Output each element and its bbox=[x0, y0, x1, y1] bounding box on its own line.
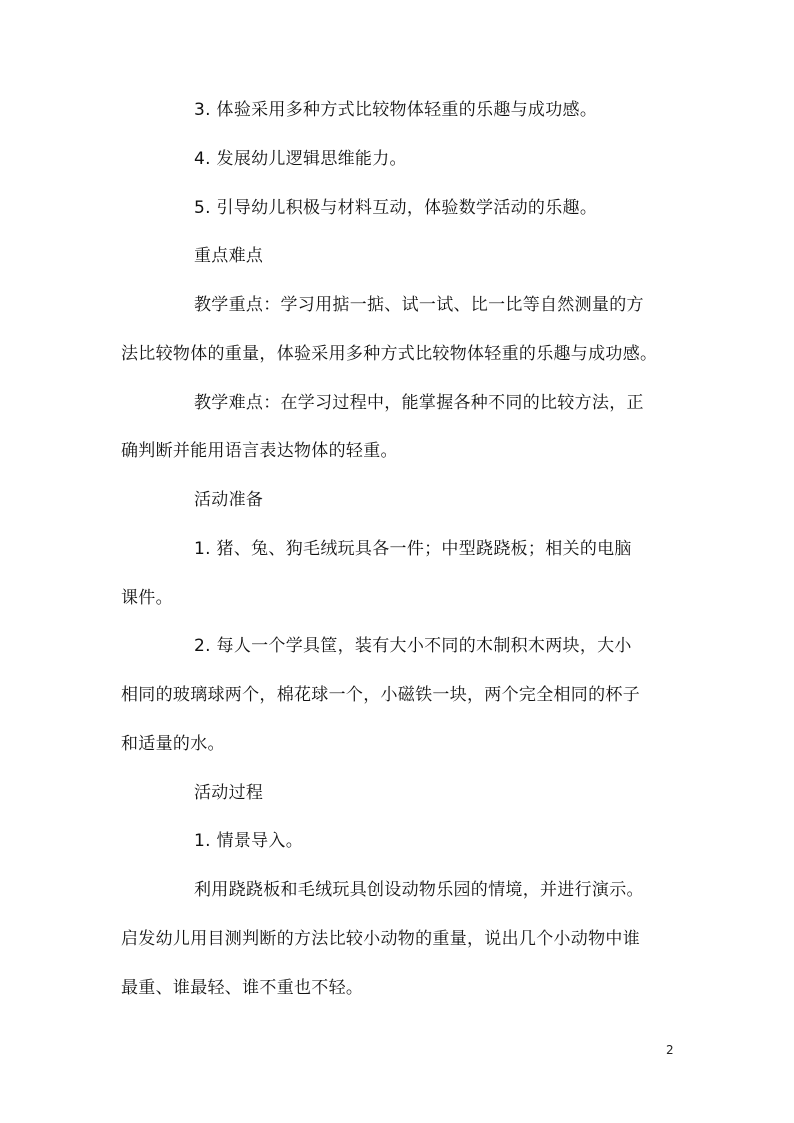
paragraph-line: 课件。 bbox=[121, 588, 173, 608]
paragraph-line: 1. 情景导入。 bbox=[194, 831, 304, 851]
paragraph-line: 教学难点：在学习过程中，能掌握各种不同的比较方法，正 bbox=[194, 393, 644, 413]
section-heading-key-points: 重点难点 bbox=[194, 246, 264, 266]
paragraph-line: 确判断并能用语言表达物体的轻重。 bbox=[121, 441, 398, 461]
section-heading-preparation: 活动准备 bbox=[194, 490, 264, 510]
paragraph-line: 2. 每人一个学具筐，装有大小不同的木制积木两块，大小 bbox=[194, 636, 632, 656]
paragraph-line: 利用跷跷板和毛绒玩具创设动物乐园的情境，并进行演示。 bbox=[194, 880, 644, 900]
paragraph-line: 相同的玻璃球两个，棉花球一个，小磁铁一块，两个完全相同的杯子 bbox=[121, 685, 640, 705]
paragraph-line: 和适量的水。 bbox=[121, 734, 225, 754]
paragraph-line: 最重、谁最轻、谁不重也不轻。 bbox=[121, 978, 364, 998]
paragraph-line: 启发幼儿用目测判断的方法比较小动物的重量，说出几个小动物中谁 bbox=[121, 929, 640, 949]
section-heading-process: 活动过程 bbox=[194, 783, 264, 803]
list-item-5: 5. 引导幼儿积极与材料互动，体验数学活动的乐趣。 bbox=[194, 198, 598, 218]
paragraph-line: 法比较物体的重量，体验采用多种方式比较物体轻重的乐趣与成功感。 bbox=[121, 344, 658, 364]
paragraph-line: 1. 猪、兔、狗毛绒玩具各一件；中型跷跷板；相关的电脑 bbox=[194, 539, 632, 559]
list-item-3: 3. 体验采用多种方式比较物体轻重的乐趣与成功感。 bbox=[194, 100, 598, 120]
list-item-4: 4. 发展幼儿逻辑思维能力。 bbox=[194, 149, 407, 169]
page-number: 2 bbox=[666, 1043, 674, 1057]
paragraph-line: 教学重点：学习用掂一掂、试一试、比一比等自然测量的方 bbox=[194, 295, 644, 315]
